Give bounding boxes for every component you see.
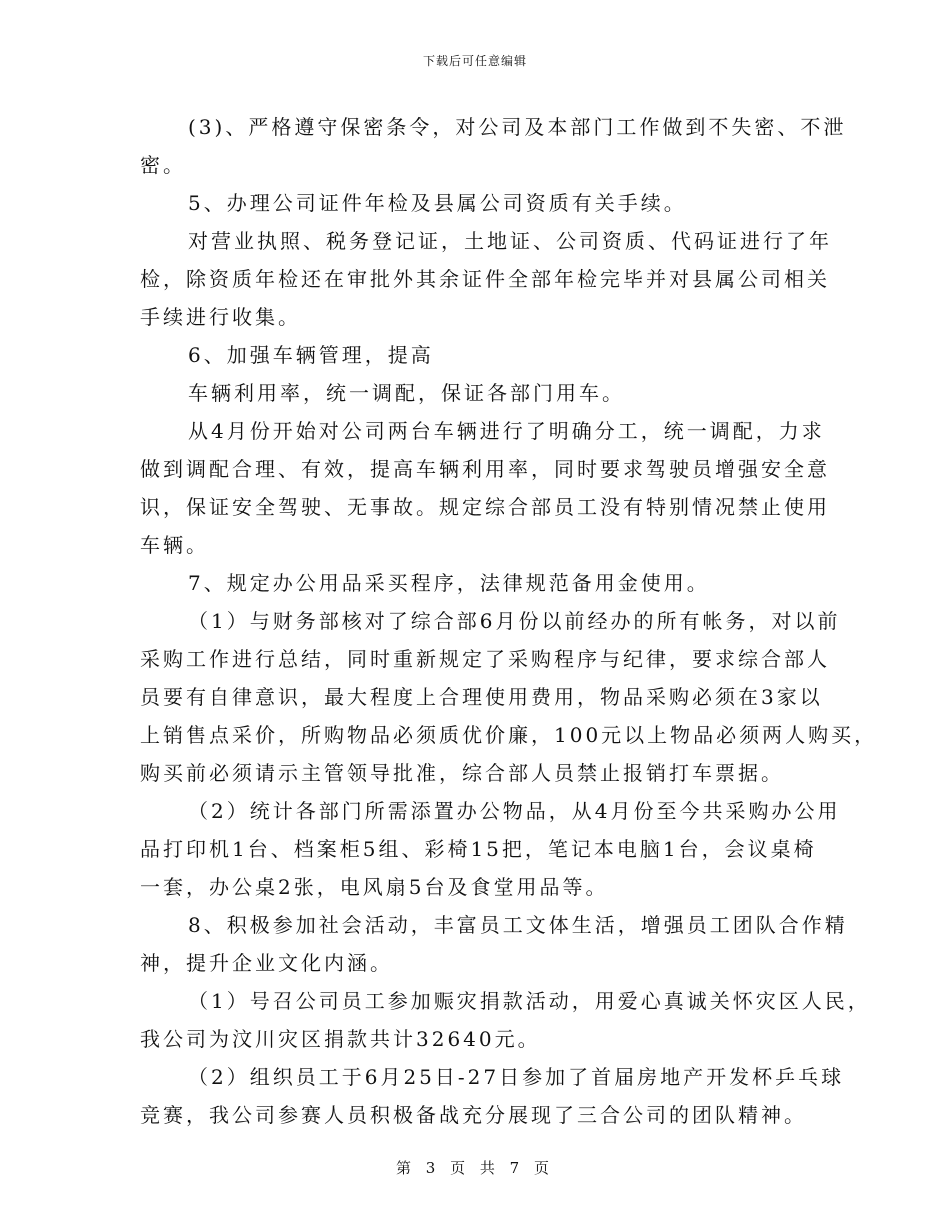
paragraph-line: 车辆利用率，统一调配，保证各部门用车。 bbox=[188, 381, 625, 405]
paragraph-line: 从4月份开始对公司两台车辆进行了明确分工，统一调配，力求 bbox=[188, 419, 825, 443]
page-footer: 第 3 页 共 7 页 bbox=[396, 1159, 554, 1177]
paragraph-line: 6、加强车辆管理，提高 bbox=[188, 343, 434, 367]
paragraph-line: 竞赛，我公司参赛人员积极备战充分展现了三合公司的团队精神。 bbox=[140, 1103, 807, 1127]
paragraph-line: 5、办理公司证件年检及县属公司资质有关手续。 bbox=[188, 191, 687, 215]
paragraph-line: 对营业执照、税务登记证，土地证、公司资质、代码证进行了年 bbox=[188, 229, 832, 253]
paragraph-line: (3)、严格遵守保密条令，对公司及本部门工作做到不失密、不泄 bbox=[188, 115, 847, 139]
paragraph-line: （1）与财务部核对了综合部6月份以前经办的所有帐务，对以前 bbox=[188, 609, 841, 633]
paragraph-line: 7、规定办公用品采买程序，法律规范备用金使用。 bbox=[188, 571, 710, 595]
paragraph-line: 上销售点采价，所购物品必须质优价廉，100元以上物品必须两人购买， bbox=[140, 723, 878, 747]
paragraph-line: 一套，办公桌2张，电风扇5台及食堂用品等。 bbox=[140, 875, 609, 899]
paragraph-line: （2）组织员工于6月25日-27日参加了首届房地产开发杯乒乓球 bbox=[188, 1065, 845, 1089]
paragraph-line: 检，除资质年检还在审批外其余证件全部年检完毕并对县属公司相关 bbox=[140, 267, 830, 291]
paragraph-line: 购买前必须请示主管领导批准，综合部人员禁止报销打车票据。 bbox=[140, 761, 784, 785]
paragraph-line: 员要有自律意识，最大程度上合理使用费用，物品采购必须在3家以 bbox=[140, 685, 823, 709]
paragraph-line: 我公司为汶川灾区捐款共计32640元。 bbox=[140, 1027, 541, 1051]
paragraph-line: 神，提升企业文化内涵。 bbox=[140, 951, 393, 975]
paragraph-line: 手续进行收集。 bbox=[140, 305, 301, 329]
paragraph-line: （1）号召公司员工参加赈灾捐款活动，用爱心真诚关怀灾区人民， bbox=[188, 989, 871, 1013]
paragraph-line: 品打印机1台、档案柜5组、彩椅15把，笔记本电脑1台，会议桌椅 bbox=[140, 837, 817, 861]
paragraph-line: 采购工作进行总结，同时重新规定了采购程序与纪律，要求综合部人 bbox=[140, 647, 830, 671]
paragraph-line: （2）统计各部门所需添置办公物品，从4月份至今共采购办公用 bbox=[188, 799, 841, 823]
paragraph-line: 做到调配合理、有效，提高车辆利用率，同时要求驾驶员增强安全意 bbox=[140, 457, 830, 481]
paragraph-line: 8、积极参加社会活动，丰富员工文体生活，增强员工团队合作精 bbox=[188, 913, 848, 937]
paragraph-line: 密。 bbox=[140, 153, 186, 177]
paragraph-line: 车辆。 bbox=[140, 533, 209, 557]
document-body bbox=[140, 108, 878, 1134]
paragraph-line: 识，保证安全驾驶、无事故。规定综合部员工没有特别情况禁止使用 bbox=[140, 495, 830, 519]
page-header: 下载后可任意编辑 bbox=[422, 54, 527, 68]
